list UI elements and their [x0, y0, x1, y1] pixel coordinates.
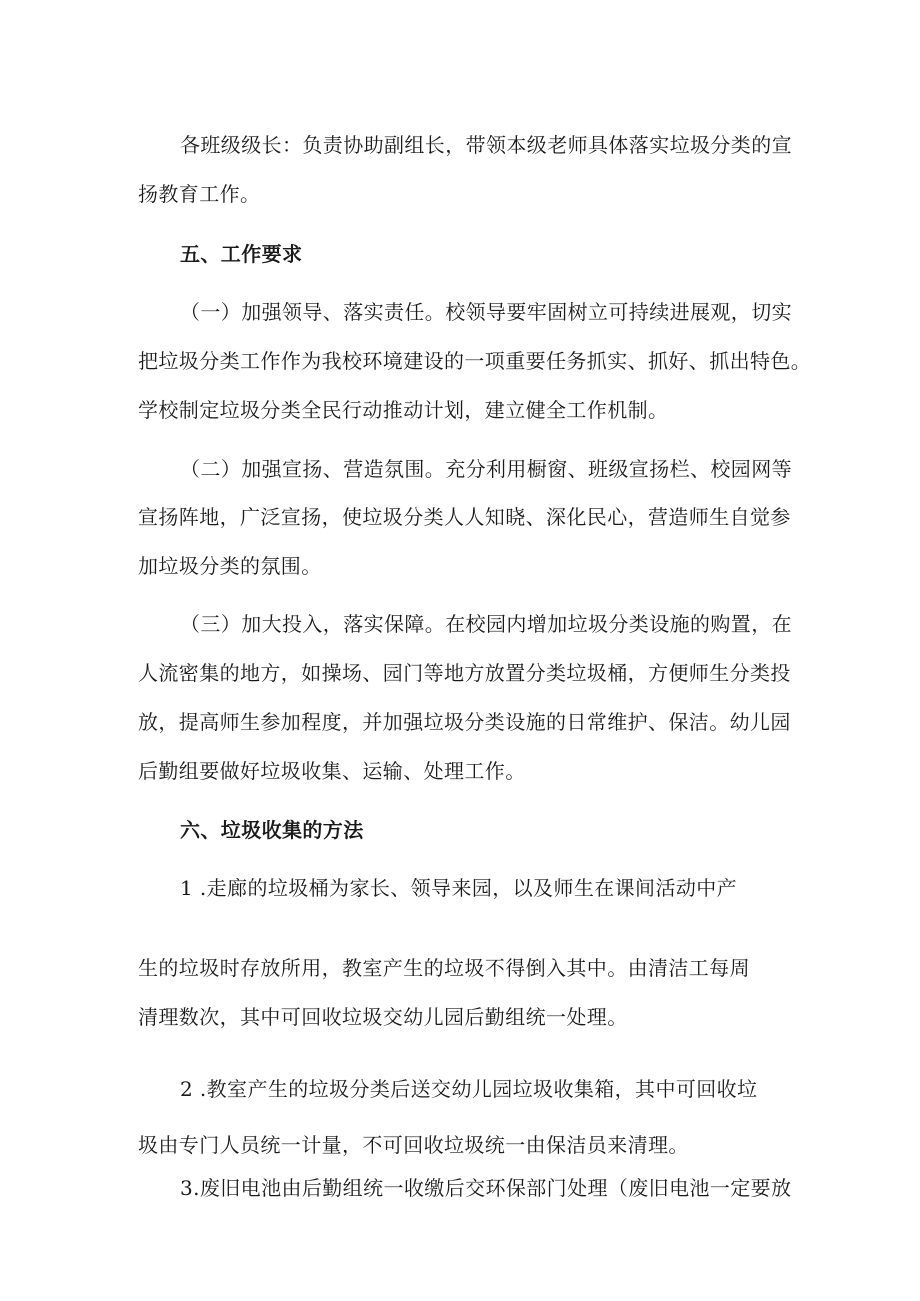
section-six-item1-line-2: 生的垃圾时存放所用，教室产生的垃圾不得倒入其中。由清洁工每周 — [138, 956, 750, 980]
section-five-item2-line-1: （二）加强宣扬、营造氛围。充分利用橱窗、班级宣扬栏、校园网等 — [180, 457, 792, 481]
section-six-item1-line-1: 1 .走廊的垃圾桶为家长、领导来园，以及师生在课间活动中产 — [180, 876, 738, 900]
section-five-heading: 五、工作要求 — [180, 242, 303, 266]
section-five-item3-line-2: 人流密集的地方，如操场、园门等地方放置分类垃圾桶，方便师生分类投 — [138, 661, 791, 685]
roles-paragraph-line-2: 扬教育工作。 — [138, 182, 261, 206]
section-five-item2-line-2: 宣扬阵地，广泛宣扬，使垃圾分类人人知晓、深化民心，营造师生自觉参 — [138, 505, 791, 529]
section-five-item3-line-4: 后勤组要做好垃圾收集、运输、处理工作。 — [138, 759, 526, 783]
roles-paragraph-line-1: 各班级级长：负责协助副组长，带领本级老师具体落实垃圾分类的宣 — [180, 133, 792, 157]
section-five-item3-line-3: 放，提高师生参加程度，并加强垃圾分类设施的日常维护、保洁。幼儿园 — [138, 710, 791, 734]
section-six-item1-line-3: 清理数次，其中可回收垃圾交幼儿园后勤组统一处理。 — [138, 1005, 628, 1029]
section-six-heading: 六、垃圾收集的方法 — [180, 818, 364, 842]
section-five-item2-line-3: 加垃圾分类的氛围。 — [138, 554, 322, 578]
section-five-item1-line-2: 把垃圾分类工作作为我校环境建设的一项重要任务抓实、抓好、抓出特色。 — [138, 349, 812, 373]
section-six-item2-line-2: 圾由专门人员统一计量，不可回收垃圾统一由保洁员来清理。 — [138, 1133, 689, 1157]
section-five-item3-line-1: （三）加大投入，落实保障。在校园内增加垃圾分类设施的购置，在 — [180, 612, 792, 636]
section-six-item2-line-1: 2 .教室产生的垃圾分类后送交幼儿园垃圾收集箱，其中可回收垃 — [180, 1077, 758, 1101]
section-five-item1-line-3: 学校制定垃圾分类全民行动推动计划，建立健全工作机制。 — [138, 398, 669, 422]
section-six-item3-line-1: 3.废旧电池由后勤组统一收缴后交环保部门处理（废旧电池一定要放 — [180, 1176, 792, 1200]
section-five-item1-line-1: （一）加强领导、落实责任。校领导要牢固树立可持续进展观，切实 — [180, 300, 792, 324]
